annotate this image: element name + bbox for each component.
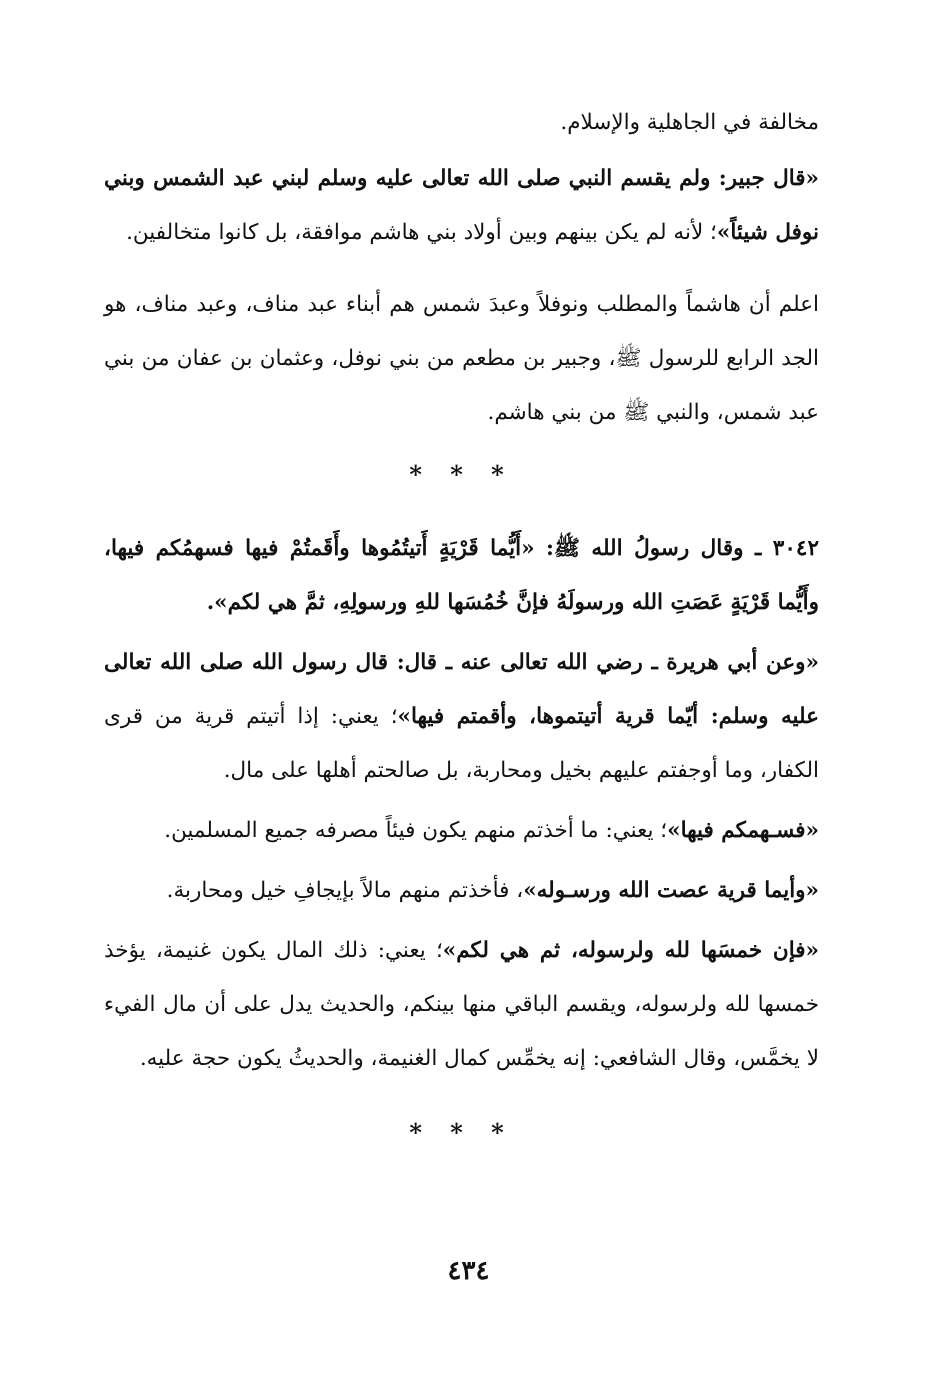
paragraph-7 bbox=[104, 864, 819, 918]
section-separator: * * * bbox=[409, 460, 514, 489]
text-run: ؛ يعني: ذلك المال يكون غنيمة، يؤخذ خمسها لله ولرسوله، ويقسم الباقي منها بينكم، والحديث يدل على أن مال الفيء لا يخمَّس، وقال الشافعي: إنه يخمِّس كمال الغنيمة، والحديثُ يكون حجة عليه. bbox=[104, 938, 819, 1071]
hadith-text: ٣٠٤٢ ـ وقال رسولُ الله ﷺ: «أَيُّما قَرْيَةٍ أَتيتُمُوها وأَقَمتُمْ فيها فسهمُكم فيها، وأَيُّما قَرْيَةٍ عَصَتِ الله ورسولَهُ فإنَّ خُمُسَها للهِ ورسولِهِ، ثمَّ هي لكم». bbox=[104, 536, 819, 615]
paragraph-8 bbox=[104, 924, 819, 1086]
hadith-paragraph bbox=[104, 522, 819, 630]
text-run: اعلم أن هاشماً والمطلب ونوفلاً وعبدَ شمس هم أبناء عبد مناف، وعبد مناف، هو الجد الرابع للرسول ﷺ، وجبير بن مطعم من بني نوفل، وعثمان بن عفان من بني عبد شمس، والنبي ﷺ من بني هاشم. bbox=[104, 292, 819, 425]
text-run: ؛ يعني: إذا أتيتم قرية من قرى الكفار، وما أوجفتم عليهم بخيل ومحاربة، بل صالحتم أهلها على مال. bbox=[104, 704, 819, 783]
bold-quote: «فسـهمكم فيها» bbox=[667, 818, 819, 843]
paragraph-5 bbox=[104, 636, 819, 798]
text-run: ، فأخذتم منهم مالاً بإيجافِ خيل ومحاربة. bbox=[166, 878, 524, 903]
paragraph-3 bbox=[104, 278, 819, 440]
bold-quote: «وعن أبي هريرة ـ رضي الله تعالى عنه ـ قال: قال رسول الله صلى الله تعالى عليه وسلم: أيّما قرية أتيتموها، وأقمتم فيها» bbox=[104, 650, 819, 729]
text-run: ؛ يعني: ما أخذتم منهم يكون فيئاً مصرفه جميع المسلمين. bbox=[164, 818, 668, 843]
paragraph-2 bbox=[104, 152, 819, 260]
section-separator: * * * bbox=[409, 1118, 514, 1147]
paragraph-1 bbox=[104, 96, 819, 150]
text-run: ؛ لأنه لم يكن بينهم وبين أولاد بني هاشم موافقة، بل كانوا متخالفين. bbox=[126, 220, 717, 245]
bold-quote: «فإن خمسَها لله ولرسوله، ثم هي لكم» bbox=[442, 938, 819, 963]
paragraph-6 bbox=[104, 804, 819, 858]
bold-quote: «قال جبير: ولم يقسم النبي صلى الله تعالى عليه وسلم لبني عبد الشمس وبني نوفل شيئاً» bbox=[104, 166, 819, 245]
text-run: مخالفة في الجاهلية والإسلام. bbox=[560, 110, 819, 135]
bold-quote: «وأيما قرية عصت الله ورسـوله» bbox=[523, 878, 819, 903]
page-number: ٤٣٤ bbox=[447, 1256, 490, 1286]
